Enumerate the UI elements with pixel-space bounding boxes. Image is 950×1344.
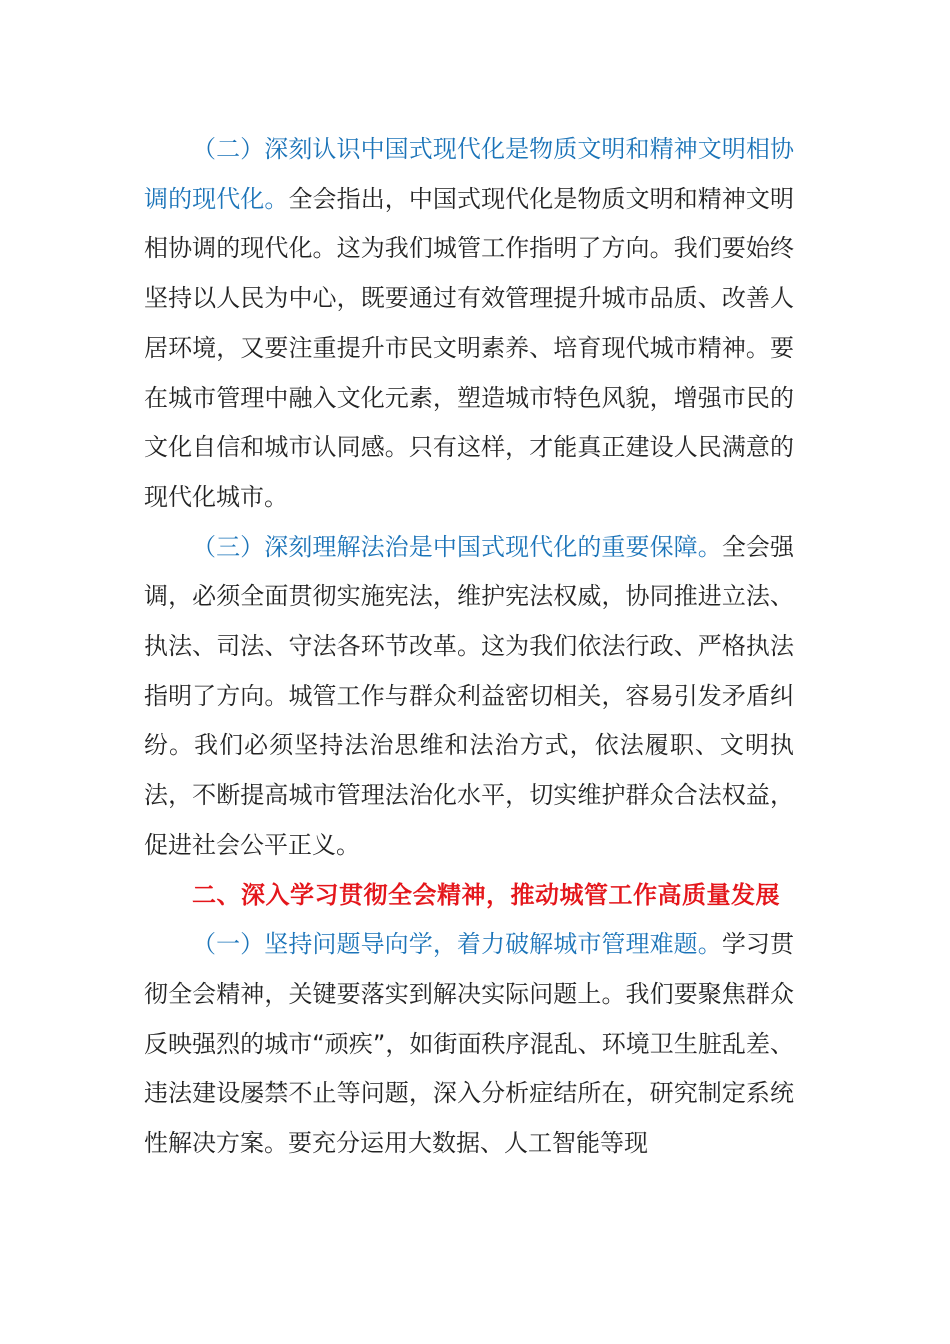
paragraph-body-text: 全会强调，必须全面贯彻实施宪法，维护宪法权威，协同推进立法、执法、司法、守法各环节改革。这为我们依法行政、严格执法指明了方向。城管工作与群众利益密切相关，容易引发矛盾纠纷。我们必须坚持法治思维和法治方式，依法履职、文明执法，不断提高城市管理法治化水平，切实维护群众合法权益，促进社会公平正义。 [144,532,795,859]
paragraph-lead-heading: （二）深刻认识中国式现代化是物质文明和精神文明相协调的现代化。 [144,135,794,213]
section-heading-2: 二、深入学习贯彻全会精神，推动城管工作高质量发展 [192,880,780,909]
paragraph-body-text: 学习贯彻全会精神，关键要落实到解决实际问题上。我们要聚焦群众反映强烈的城市“顽疾”，如街面秩序混乱、环境卫生脏乱差、违法建设屡禁不止等问题，深入分析症结所在，研究制定系统性解决方案。要充分运用大数据、人工智能等现 [144,930,795,1158]
paragraph-section-1-3 [144,523,794,871]
paragraph-section-2-1 [144,920,794,1169]
paragraph-lead-heading: （一）坚持问题导向学，着力破解城市管理难题。 [192,930,722,959]
document-body [144,125,794,1169]
paragraph-body-text: 全会指出，中国式现代化是物质文明和精神文明相协调的现代化。这为我们城管工作指明了方向。我们要始终坚持以人民为中心，既要通过有效管理提升城市品质、改善人居环境，又要注重提升市民文明素养、培育现代城市精神。要在城市管理中融入文化元素，塑造城市特色风貌，增强市民的文化自信和城市认同感。只有这样，才能真正建设人民满意的现代化城市。 [144,184,795,511]
paragraph-section-1-2 [144,125,794,523]
paragraph-lead-heading: （三）深刻理解法治是中国式现代化的重要保障。 [192,532,722,561]
